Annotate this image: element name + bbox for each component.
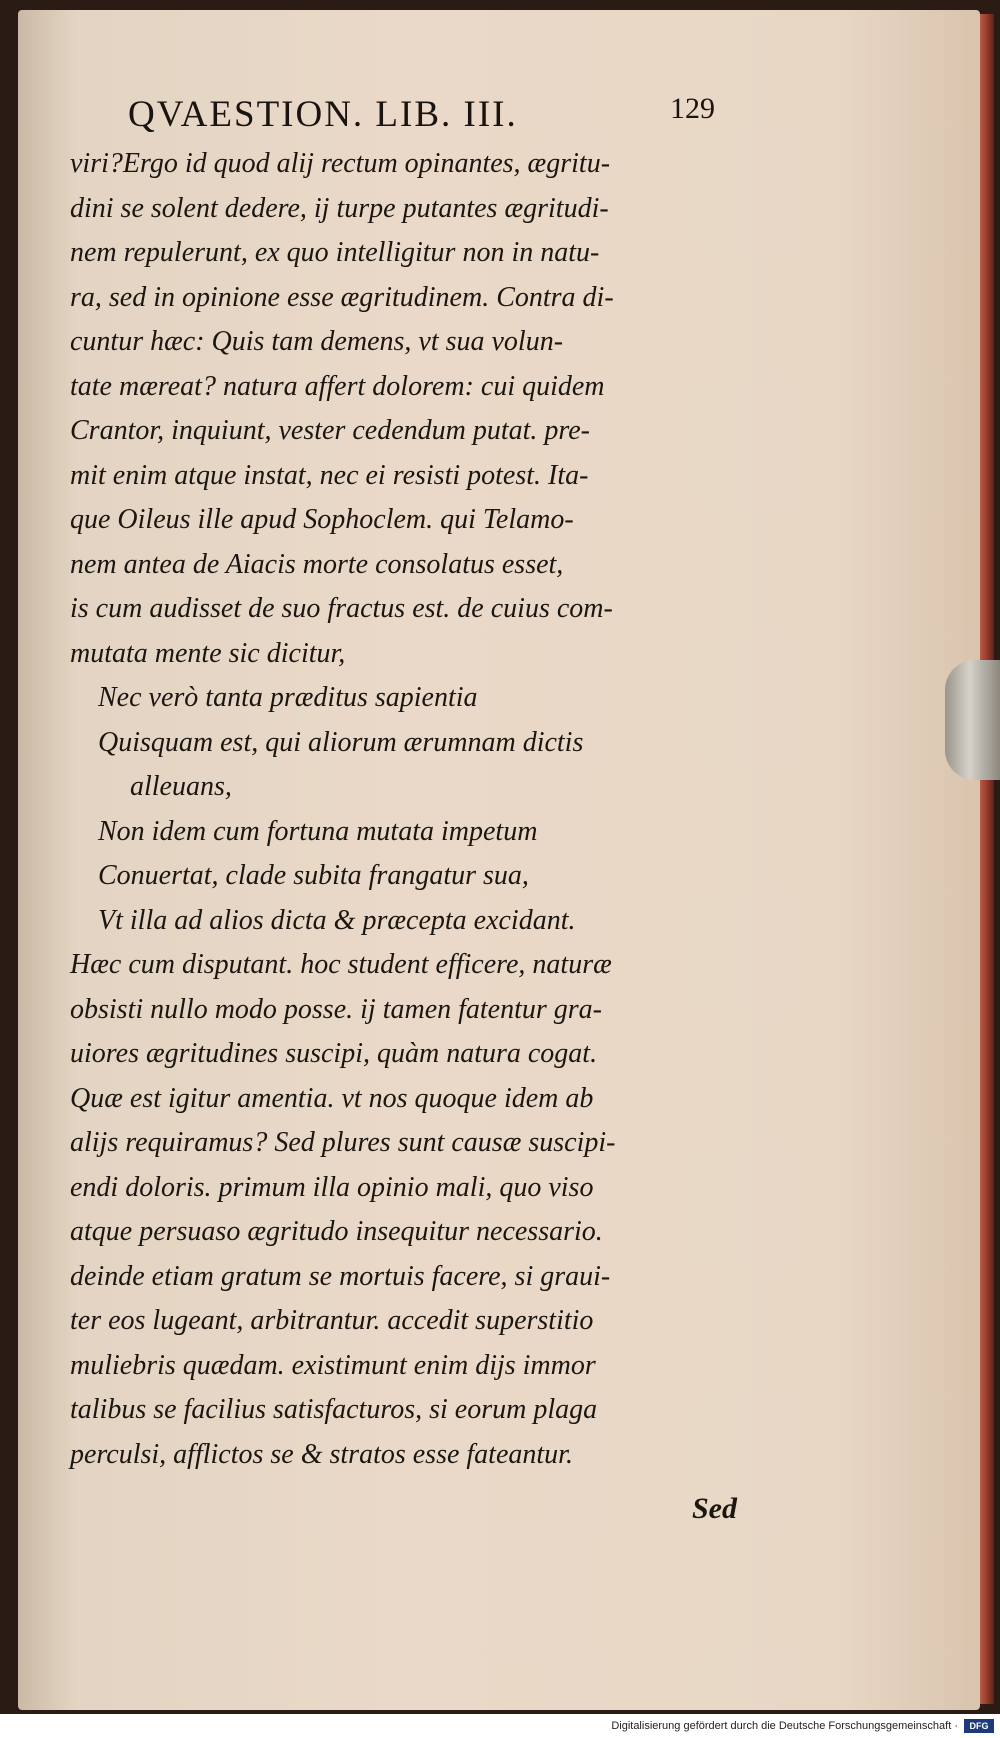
- digitization-footer: [0, 1714, 1000, 1738]
- text-line: viri?Ergo id quod alij rectum opinantes, ægritu-: [70, 148, 611, 179]
- text-line: atque persuaso ægritudo insequitur necessario.: [70, 1216, 603, 1247]
- dfg-logo: DFG: [964, 1719, 994, 1733]
- text-line: Crantor, inquiunt, vester cedendum putat. pre-: [70, 415, 591, 446]
- running-title: QVAESTION. LIB. III.: [128, 93, 518, 135]
- page-clip: [945, 660, 1000, 780]
- text-line: nem repulerunt, ex quo intelligitur non in natu-: [70, 237, 600, 268]
- text-line: cuntur hæc: Quis tam demens, vt sua volun-: [70, 326, 564, 357]
- text-line: mit enim atque instat, nec ei resisti potest. Ita-: [70, 459, 589, 491]
- verse-line: alleuans,: [130, 771, 232, 802]
- text-line: endi doloris. primum illa opinio mali, quo viso: [70, 1171, 594, 1203]
- footer-text: Digitalisierung gefördert durch die Deutsche Forschungsgemeinschaft ·: [611, 1720, 958, 1732]
- text-line: tate mæreat? natura affert dolorem: cui quidem: [70, 370, 605, 402]
- text-line: obsisti nullo modo posse. ij tamen fatentur gra-: [70, 993, 602, 1025]
- verse-line: Conuertat, clade subita frangatur sua,: [98, 860, 529, 891]
- text-line: ra, sed in opinione esse ægritudinem. Contra di-: [70, 281, 614, 313]
- verse-line: Vt illa ad alios dicta & præcepta excidant.: [98, 904, 576, 936]
- text-line: ter eos lugeant, arbitrantur. accedit superstitio: [70, 1305, 594, 1336]
- text-line: is cum audisset de suo fractus est. de cuius com-: [70, 593, 613, 624]
- text-line: que Oileus ille apud Sophoclem. qui Telamo-: [70, 504, 574, 535]
- verse-line: Non idem cum fortuna mutata impetum: [98, 815, 538, 847]
- text-line: dini se solent dedere, ij turpe putantes ægritudi-: [70, 192, 609, 224]
- text-line: muliebris quædam. existimunt enim dijs immor: [70, 1349, 596, 1381]
- verse-line: Quisquam est, qui aliorum ærumnam dictis: [98, 726, 584, 758]
- text-line: deinde etiam gratum se mortuis facere, si graui-: [70, 1260, 611, 1292]
- text-line: mutata mente sic dicitur,: [70, 637, 346, 669]
- catchword: Sed: [692, 1492, 737, 1525]
- page-edge: [980, 14, 994, 1704]
- text-line: Hæc cum disputant. hoc student efficere, naturæ: [70, 949, 612, 980]
- text-line: nem antea de Aiacis morte consolatus esset,: [70, 548, 564, 580]
- text-line: perculsi, afflictos se & stratos esse fateantur.: [70, 1438, 573, 1470]
- page-header: [128, 88, 728, 140]
- text-line: talibus se facilius satisfacturos, si eorum plaga: [70, 1394, 598, 1425]
- page-number: 129: [670, 92, 715, 125]
- body-text: [70, 142, 770, 1477]
- text-line: uiores ægritudines suscipi, quàm natura cogat.: [70, 1038, 598, 1069]
- text-line: Quæ est igitur amentia. vt nos quoque idem ab: [70, 1082, 594, 1114]
- verse-line: Nec verò tanta præditus sapientia: [98, 682, 478, 713]
- text-line: alijs requiramus? Sed plures sunt causæ suscipi-: [70, 1127, 616, 1158]
